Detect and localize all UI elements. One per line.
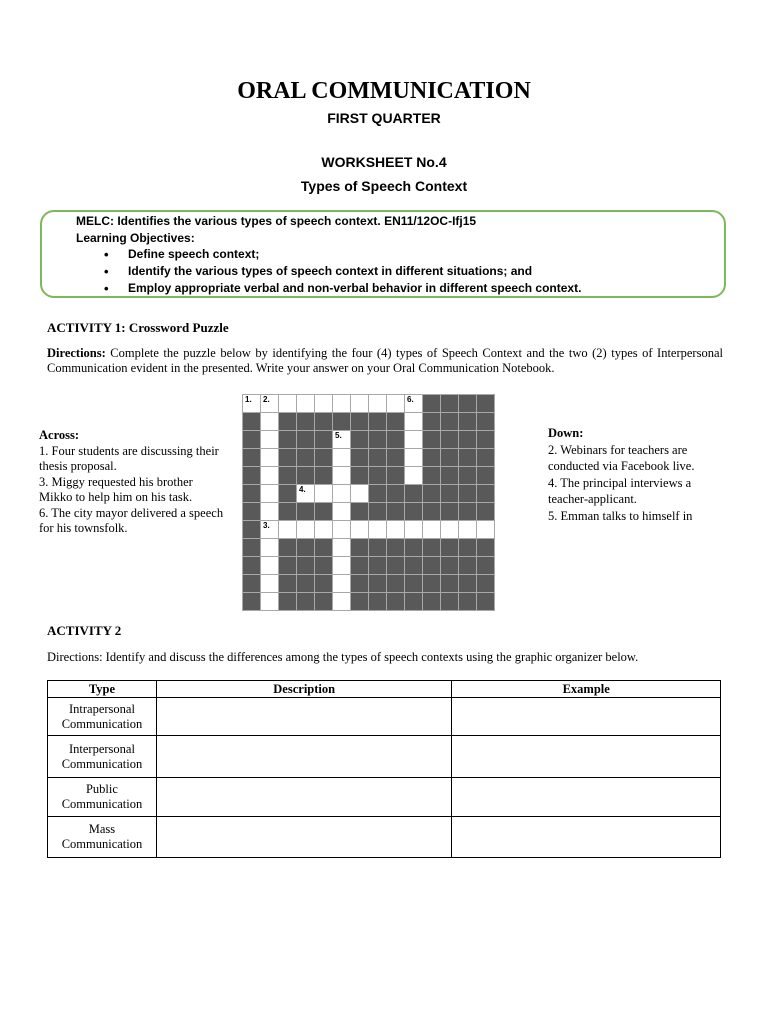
crossword-cell-blocked [279,593,297,611]
crossword-cell-blocked [297,593,315,611]
table-row [48,736,721,778]
crossword-cell-open[interactable] [261,575,279,593]
crossword-cell-open[interactable] [459,521,477,539]
crossword-cell-blocked [477,539,495,557]
crossword-cell-blocked [459,593,477,611]
crossword-cell-open[interactable] [351,485,369,503]
crossword-cell-open[interactable] [261,593,279,611]
crossword-cell-blocked [441,395,459,413]
crossword-cell-blocked [477,467,495,485]
crossword-cell-blocked [279,413,297,431]
crossword-cell-blocked [387,575,405,593]
crossword-cell-blocked [405,485,423,503]
crossword-cell-blocked [243,575,261,593]
table-header-row [48,681,721,698]
crossword-cell-blocked [477,449,495,467]
crossword-cell-blocked [387,539,405,557]
table-row [48,698,721,736]
crossword-cell-blocked [351,467,369,485]
crossword-cell-blocked [405,557,423,575]
crossword-cell-open[interactable] [333,503,351,521]
type-line: Public [85,782,118,796]
activity2-title: ACTIVITY 2 [47,623,122,638]
down-clue-4: 4. The principal interviews a teacher-applicant. [548,475,692,506]
crossword-cell-open[interactable] [405,521,423,539]
crossword-cell-open[interactable] [261,431,279,449]
worksheet-number: WORKSHEET No.4 [321,154,447,170]
crossword-cell-blocked [279,485,297,503]
crossword-cell-open[interactable] [351,395,369,413]
crossword-cell-blocked [243,413,261,431]
crossword-cell-blocked [441,539,459,557]
crossword-cell-blocked [351,593,369,611]
crossword-row [243,395,495,413]
crossword-cell-open[interactable] [405,467,423,485]
crossword-cell-blocked [243,431,261,449]
crossword-cell-blocked [423,503,441,521]
crossword-cell-blocked [387,557,405,575]
crossword-cell-blocked [243,449,261,467]
crossword-cell-blocked [477,593,495,611]
crossword-cell-blocked [423,593,441,611]
crossword-cell-blocked [369,485,387,503]
crossword-cell-open[interactable] [405,431,423,449]
crossword-cell-blocked [477,575,495,593]
crossword-row [243,593,495,611]
crossword-cell-blocked [477,395,495,413]
crossword-row [243,575,495,593]
crossword-cell-blocked [279,575,297,593]
crossword-cell-open[interactable] [261,467,279,485]
crossword-cell-blocked [459,467,477,485]
crossword-cell-blocked [315,539,333,557]
activity1-directions [47,346,723,376]
crossword-cell-open[interactable] [387,395,405,413]
crossword-cell-blocked [387,449,405,467]
crossword-cell-blocked [477,485,495,503]
crossword-cell-blocked [297,557,315,575]
example-cell[interactable] [452,817,721,858]
crossword-cell-blocked [423,449,441,467]
column-header-type: Type [48,681,157,698]
worksheet-topic: Types of Speech Context [300,178,468,194]
crossword-cell-open[interactable] [351,521,369,539]
crossword-cell-blocked [405,539,423,557]
activity2-directions: Directions: Identify and discuss the differences among the types of speech contexts using the graphic organizer below. [47,650,639,664]
crossword-cell-blocked [297,575,315,593]
crossword-cell-blocked [387,485,405,503]
crossword-row [243,485,495,503]
crossword-cell-blocked [279,503,297,521]
crossword-cell-open[interactable] [261,413,279,431]
crossword-cell-open[interactable] [279,395,297,413]
crossword-cell-blocked [423,539,441,557]
crossword-cell-blocked [459,575,477,593]
crossword-cell-blocked [351,503,369,521]
crossword-row [243,503,495,521]
type-line: Interpersonal [68,741,135,756]
crossword-cell-open[interactable] [261,503,279,521]
crossword-number: 4. [299,485,306,494]
crossword-number: 5. [335,431,342,440]
type-line: Communication [61,756,143,771]
crossword-row [243,449,495,467]
crossword-cell-open[interactable] [261,557,279,575]
crossword-cell-open[interactable] [243,395,261,413]
crossword-cell-open[interactable] [333,521,351,539]
crossword-cell-open[interactable] [405,449,423,467]
page-subtitle: FIRST QUARTER [327,110,441,126]
crossword-row [243,467,495,485]
crossword-cell-blocked [243,521,261,539]
description-cell[interactable] [156,698,452,736]
crossword-cell-open[interactable] [441,521,459,539]
crossword-row [243,413,495,431]
directions-text: Complete the puzzle below by identifying the four (4) types of Speech Context and the two (2) types of Interpersonal Communication evident in the presented. Write your answer on your Oral Communication Notebook. [47,346,723,375]
crossword-cell-open[interactable] [297,521,315,539]
crossword-cell-blocked [459,485,477,503]
crossword-cell-blocked [441,557,459,575]
crossword-cell-blocked [351,413,369,431]
crossword-cell-blocked [279,467,297,485]
crossword-cell-blocked [315,557,333,575]
crossword-cell-open[interactable] [315,485,333,503]
crossword-cell-blocked [459,431,477,449]
crossword-cell-open[interactable] [333,485,351,503]
crossword-cell-open[interactable] [297,485,315,503]
crossword-number: 1. [245,395,252,404]
example-cell[interactable] [452,698,721,736]
crossword-number: 2. [263,395,270,404]
column-header-description: Description [156,681,452,698]
crossword-cell-blocked [441,503,459,521]
crossword-cell-open[interactable] [405,395,423,413]
description-cell[interactable] [156,817,452,858]
crossword-cell-open[interactable] [315,521,333,539]
across-clue-6: 6. The city mayor delivered a speech for his townsfolk. [39,505,224,535]
crossword-cell-blocked [243,593,261,611]
crossword-cell-open[interactable] [333,395,351,413]
crossword-cell-blocked [315,449,333,467]
crossword-cell-blocked [315,431,333,449]
type-cell [48,698,157,736]
type-cell [48,778,157,817]
crossword-cell-open[interactable] [369,521,387,539]
type-line: Communication [61,797,143,811]
crossword-cell-blocked [387,503,405,521]
crossword-cell-blocked [243,557,261,575]
crossword-cell-blocked [405,503,423,521]
crossword-cell-blocked [351,557,369,575]
crossword-cell-blocked [279,539,297,557]
across-clues [39,428,229,537]
crossword-cell-blocked [459,449,477,467]
crossword-cell-blocked [441,593,459,611]
crossword-cell-blocked [243,467,261,485]
crossword-cell-blocked [423,431,441,449]
crossword-cell-blocked [297,467,315,485]
crossword-cell-open[interactable] [333,557,351,575]
crossword-cell-blocked [297,431,315,449]
table-row [48,817,721,858]
crossword-cell-blocked [333,413,351,431]
crossword-cell-blocked [369,593,387,611]
table-row [48,778,721,817]
type-line: Intrapersonal [68,701,135,716]
crossword-cell-open[interactable] [423,521,441,539]
crossword-cell-open[interactable] [333,593,351,611]
crossword-cell-blocked [405,593,423,611]
crossword-number: 6. [407,395,414,404]
crossword-cell-blocked [459,557,477,575]
example-cell[interactable] [452,778,721,817]
crossword-cell-blocked [459,413,477,431]
type-line: Mass [88,822,116,836]
melc-statement: MELC: Identifies the various types of speech context. EN11/12OC-Ifj15 [76,214,477,228]
example-cell[interactable] [452,736,721,778]
crossword-cell-blocked [315,467,333,485]
across-clue-1: 1. Four students are discussing their thesis proposal. [39,443,219,473]
crossword-cell-open[interactable] [261,521,279,539]
crossword-cell-open[interactable] [333,431,351,449]
crossword-cell-open[interactable] [333,575,351,593]
directions-label: Directions: [47,346,106,360]
crossword-cell-blocked [279,557,297,575]
crossword-cell-open[interactable] [369,395,387,413]
objective-item: • Identify the various types of speech context in different situations; and [104,263,581,280]
crossword-cell-blocked [369,449,387,467]
crossword-cell-blocked [441,485,459,503]
crossword-cell-blocked [477,413,495,431]
crossword-cell-blocked [423,557,441,575]
crossword-cell-blocked [441,449,459,467]
crossword-cell-open[interactable] [261,485,279,503]
crossword-cell-open[interactable] [477,521,495,539]
crossword-row [243,557,495,575]
crossword-cell-blocked [441,413,459,431]
crossword-cell-blocked [423,485,441,503]
crossword-cell-blocked [423,395,441,413]
crossword-cell-blocked [477,431,495,449]
crossword-cell-blocked [315,503,333,521]
crossword-cell-blocked [405,575,423,593]
crossword-cell-blocked [459,503,477,521]
crossword-row [243,521,495,539]
crossword-cell-blocked [315,413,333,431]
page-title: ORAL COMMUNICATION [237,78,531,104]
crossword-cell-open[interactable] [333,449,351,467]
crossword-cell-open[interactable] [405,413,423,431]
learning-objectives-heading: Learning Objectives: [76,231,195,245]
crossword-cell-blocked [351,575,369,593]
objective-item: • Employ appropriate verbal and non-verbal behavior in different speech context. [104,280,581,297]
crossword-cell-open[interactable] [261,449,279,467]
learning-objectives-list [104,246,581,297]
down-clue-5: 5. Emman talks to himself in [548,508,693,523]
crossword-cell-blocked [369,575,387,593]
crossword-cell-blocked [459,539,477,557]
crossword-cell-blocked [279,431,297,449]
column-header-example: Example [452,681,721,698]
crossword-cell-open[interactable] [333,467,351,485]
crossword-cell-blocked [297,413,315,431]
crossword-cell-blocked [351,431,369,449]
description-cell[interactable] [156,736,452,778]
crossword-cell-blocked [297,503,315,521]
crossword-cell-blocked [441,431,459,449]
crossword-cell-blocked [477,557,495,575]
crossword-row [243,539,495,557]
crossword-cell-blocked [369,431,387,449]
across-clue-3: 3. Miggy requested his brother Mikko to help him on his task. [39,474,193,504]
crossword-cell-blocked [423,413,441,431]
crossword-cell-blocked [297,449,315,467]
crossword-number: 3. [263,521,270,530]
graphic-organizer-table [47,680,721,858]
crossword-cell-blocked [441,467,459,485]
crossword-cell-open[interactable] [261,539,279,557]
crossword-cell-blocked [477,503,495,521]
activity1-title: ACTIVITY 1: Crossword Puzzle [47,320,229,335]
crossword-cell-blocked [369,503,387,521]
crossword-cell-open[interactable] [297,395,315,413]
type-cell [48,736,157,778]
crossword-cell-open[interactable] [387,521,405,539]
crossword-cell-blocked [387,413,405,431]
crossword-cell-open[interactable] [333,539,351,557]
objective-item: • Define speech context; [104,246,581,263]
crossword-cell-blocked [243,485,261,503]
crossword-grid [242,394,495,611]
crossword-cell-blocked [369,413,387,431]
crossword-cell-blocked [315,593,333,611]
crossword-cell-blocked [297,539,315,557]
crossword-cell-blocked [423,575,441,593]
crossword-cell-blocked [369,539,387,557]
down-clues [548,425,728,524]
crossword-cell-blocked [423,467,441,485]
type-line: Communication [61,837,143,851]
crossword-cell-open[interactable] [315,395,333,413]
across-heading: Across: [39,428,80,442]
crossword-cell-blocked [315,575,333,593]
down-clue-2: 2. Webinars for teachers are conducted via Facebook live. [548,442,695,473]
type-line: Communication [61,716,143,731]
crossword-cell-blocked [351,539,369,557]
crossword-cell-blocked [243,503,261,521]
crossword-cell-open[interactable] [261,395,279,413]
crossword-cell-open[interactable] [279,521,297,539]
crossword-row [243,431,495,449]
crossword-cell-blocked [243,539,261,557]
crossword-cell-blocked [387,467,405,485]
down-heading: Down: [548,426,584,440]
crossword-cell-blocked [279,449,297,467]
crossword-cell-blocked [441,575,459,593]
crossword-cell-blocked [369,467,387,485]
crossword-cell-blocked [387,431,405,449]
crossword-cell-blocked [369,557,387,575]
type-cell [48,817,157,858]
crossword-cell-blocked [459,395,477,413]
description-cell[interactable] [156,778,452,817]
crossword-cell-blocked [351,449,369,467]
crossword-cell-blocked [387,593,405,611]
